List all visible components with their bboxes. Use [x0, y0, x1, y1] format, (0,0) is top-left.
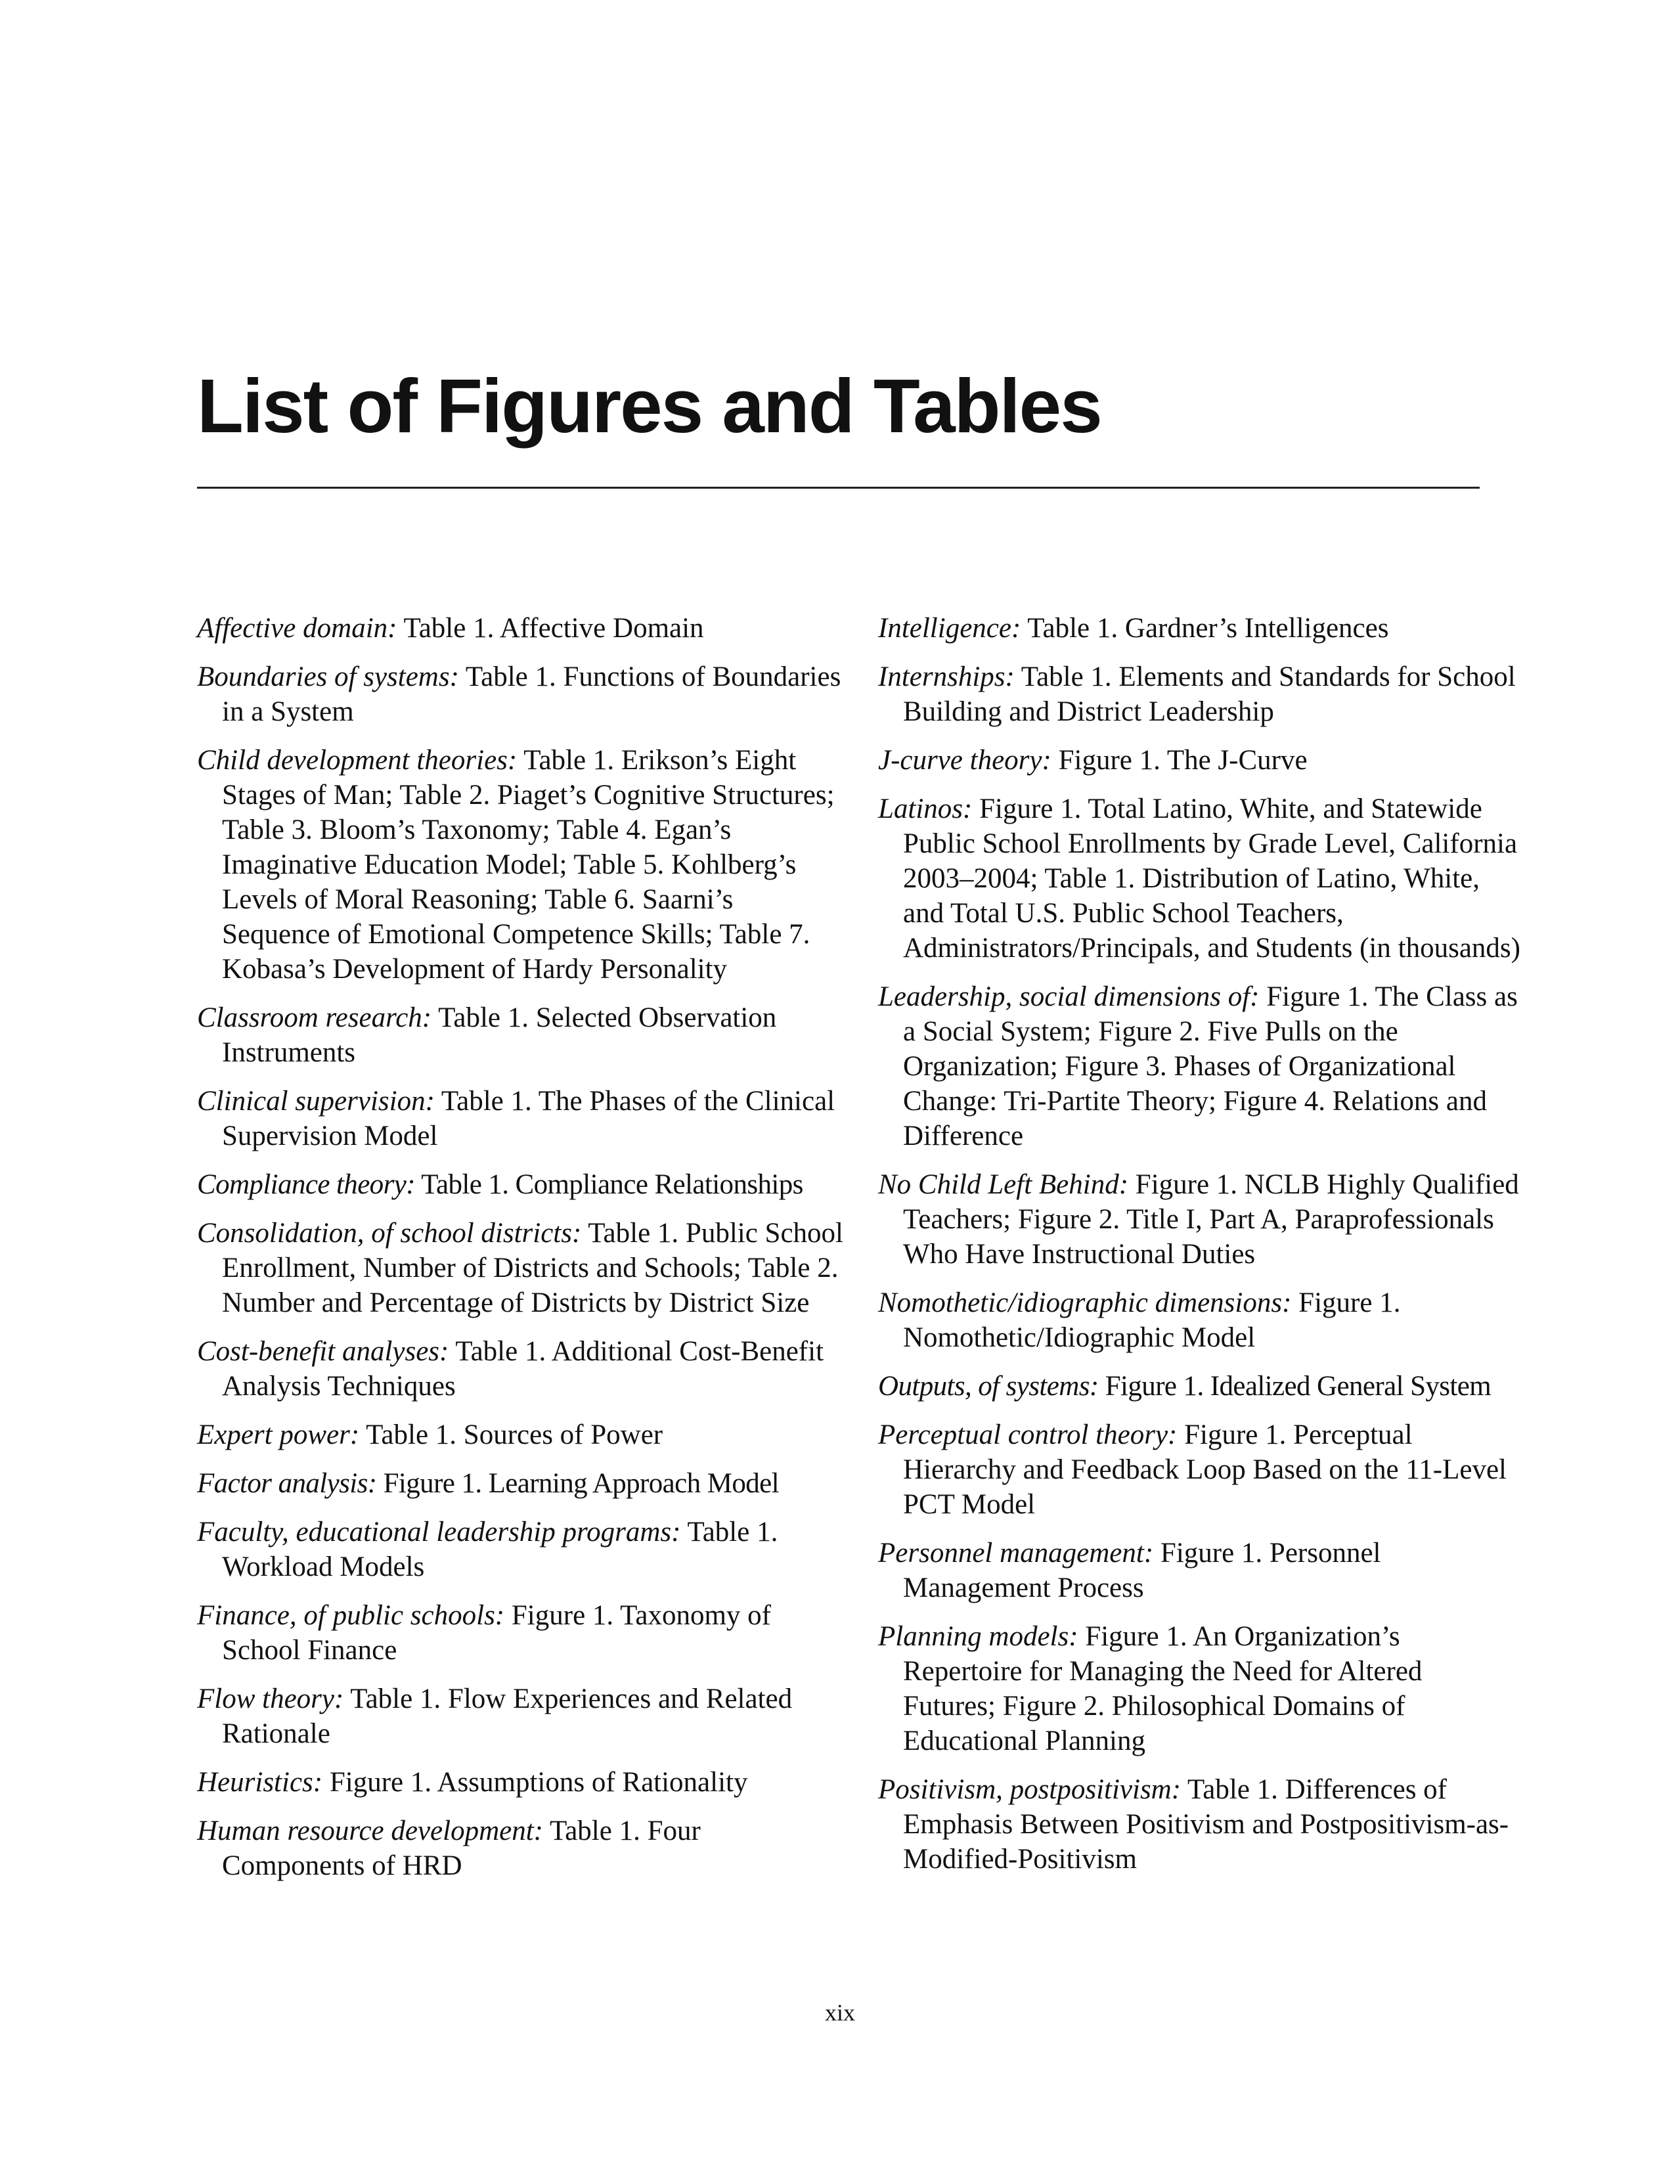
entry-references: Table 1. Erikson’s Eight Stages of Man; Table 2. Piaget’s Cognitive Structures; Table 3. Bloom’s Taxonomy; Table 4. Egan’s Imaginative Education Model; Table 5. Kohlberg’s Levels of Moral Reasoning; Table 6. Saarni’s Sequence of Emotional Competence Skills; Table 7. Kobasa’s Development of Hardy Personality — [222, 745, 835, 985]
entry-references: Table 1. Sources of Power — [359, 1419, 663, 1450]
entry-term: Faculty, educational leadership programs: — [197, 1517, 681, 1548]
entry-term: J-curve theory: — [878, 745, 1051, 776]
entry-term: Flow theory: — [197, 1683, 344, 1714]
list-entry — [197, 1682, 847, 1751]
list-entry — [878, 1619, 1522, 1758]
list-entry — [197, 1216, 847, 1320]
list-entry — [197, 1598, 847, 1668]
list-entry — [197, 659, 847, 729]
list-entry — [197, 1084, 847, 1153]
entry-term: Latinos: — [878, 793, 973, 824]
entry-term: Clinical supervision: — [197, 1086, 435, 1117]
entry-term: Child development theories: — [197, 745, 518, 776]
entry-references: Table 1. Differences of Emphasis Between Positivism and Postpositivism-as-Modified-Positivism — [903, 1774, 1509, 1875]
entry-references: Figure 1. An Organization’s Repertoire for Managing the Need for Altered Futures; Figure 2. Philosophical Domains of Educational Planning — [903, 1621, 1423, 1756]
entry-references: Figure 1. The J-Curve — [1051, 745, 1308, 776]
list-entry — [878, 1167, 1522, 1272]
list-entry — [878, 791, 1522, 966]
entry-references: Figure 1. Taxonomy of School Finance — [222, 1600, 771, 1666]
entry-references: Figure 1. Learning Approach Model — [376, 1468, 779, 1499]
list-entry — [197, 1466, 847, 1501]
list-entry — [197, 1515, 847, 1584]
list-entry — [197, 1334, 847, 1404]
right-column — [878, 611, 1522, 1890]
list-entry — [197, 1417, 847, 1452]
list-entry — [197, 1167, 847, 1202]
entry-term: Finance, of public schools: — [197, 1600, 505, 1631]
page-title: List of Figures and Tables — [197, 363, 1101, 449]
entry-term: Heuristics: — [197, 1767, 323, 1798]
list-entry — [878, 659, 1522, 729]
list-entry — [878, 979, 1522, 1153]
entry-term: Internships: — [878, 661, 1015, 692]
list-entry — [878, 1285, 1522, 1355]
entry-references: Table 1. Four Components of HRD — [222, 1816, 701, 1881]
entry-term: Expert power: — [197, 1419, 360, 1450]
entry-term: Intelligence: — [878, 613, 1021, 644]
list-entry — [878, 1369, 1522, 1404]
entry-term: Cost-benefit analyses: — [197, 1336, 449, 1367]
entry-references: Figure 1. Perceptual Hierarchy and Feedback Loop Based on the 11-Level PCT Model — [903, 1419, 1507, 1520]
entry-term: Consolidation, of school districts: — [197, 1218, 582, 1249]
entry-term: Affective domain: — [197, 613, 397, 644]
entry-references: Figure 1. Personnel Management Process — [903, 1538, 1381, 1603]
entry-term: Outputs, of systems: — [878, 1371, 1099, 1402]
entry-references: Figure 1. The Class as a Social System; Figure 2. Five Pulls on the Organization; Figure 3. Phases of Organizational Change: Tri-Partite Theory; Figure 4. Relations and Difference — [903, 981, 1518, 1151]
entry-references: Table 1. Elements and Standards for School Building and District Leadership — [903, 661, 1516, 727]
list-entry — [878, 743, 1522, 778]
entry-term: Leadership, social dimensions of: — [878, 981, 1260, 1012]
entry-references: Figure 1. Idealized General System — [1098, 1371, 1492, 1402]
entry-references: Table 1. The Phases of the Clinical Supervision Model — [222, 1086, 835, 1151]
entry-references: Table 1. Affective Domain — [397, 613, 704, 644]
list-entry — [878, 1772, 1522, 1877]
entry-references: Table 1. Selected Observation Instruments — [222, 1002, 777, 1068]
entry-references: Figure 1. Nomothetic/Idiographic Model — [903, 1287, 1401, 1353]
list-entry — [197, 1000, 847, 1070]
entry-references: Table 1. Public School Enrollment, Number of Districts and Schools; Table 2. Number and Percentage of Districts by District Size — [222, 1218, 844, 1318]
list-entry — [878, 1417, 1522, 1522]
entry-term: Human resource development: — [197, 1816, 543, 1846]
entry-references: Table 1. Additional Cost-Benefit Analysis Techniques — [222, 1336, 824, 1402]
entry-term: No Child Left Behind: — [878, 1169, 1129, 1200]
entry-references: Table 1. Workload Models — [222, 1517, 778, 1582]
left-column — [197, 611, 847, 1897]
entry-references: Figure 1. NCLB Highly Qualified Teachers; Figure 2. Title I, Part A, Paraprofessionals Who Have Instructional Duties — [903, 1169, 1519, 1270]
entry-references: Table 1. Compliance Relationships — [414, 1169, 803, 1200]
entry-term: Compliance theory: — [197, 1169, 415, 1200]
entry-references: Table 1. Flow Experiences and Related Rationale — [222, 1683, 793, 1749]
entry-term: Personnel management: — [878, 1538, 1154, 1569]
list-entry — [197, 1814, 847, 1883]
entry-references: Figure 1. Total Latino, White, and Statewide Public School Enrollments by Grade Level, California 2003–2004; Table 1. Distribution of Latino, White, and Total U.S. Public School Teachers, Administrators/Principals, and Students (in thousands) — [903, 793, 1520, 964]
entry-references: Table 1. Functions of Boundaries in a System — [222, 661, 841, 727]
list-entry — [197, 611, 847, 646]
title-divider — [197, 487, 1480, 489]
entry-term: Boundaries of systems: — [197, 661, 459, 692]
entry-term: Classroom research: — [197, 1002, 432, 1033]
page-number: xix — [824, 1999, 855, 2026]
entry-term: Nomothetic/idiographic dimensions: — [878, 1287, 1292, 1318]
entry-term: Perceptual control theory: — [878, 1419, 1178, 1450]
list-entry — [197, 743, 847, 987]
entry-term: Planning models: — [878, 1621, 1078, 1652]
entry-references: Figure 1. Assumptions of Rationality — [322, 1767, 748, 1798]
list-entry — [197, 1765, 847, 1800]
list-entry — [878, 611, 1522, 646]
entry-term: Factor analysis: — [197, 1468, 377, 1499]
entry-references: Table 1. Gardner’s Intelligences — [1021, 613, 1389, 644]
entry-term: Positivism, postpositivism: — [878, 1774, 1182, 1805]
list-entry — [878, 1536, 1522, 1605]
